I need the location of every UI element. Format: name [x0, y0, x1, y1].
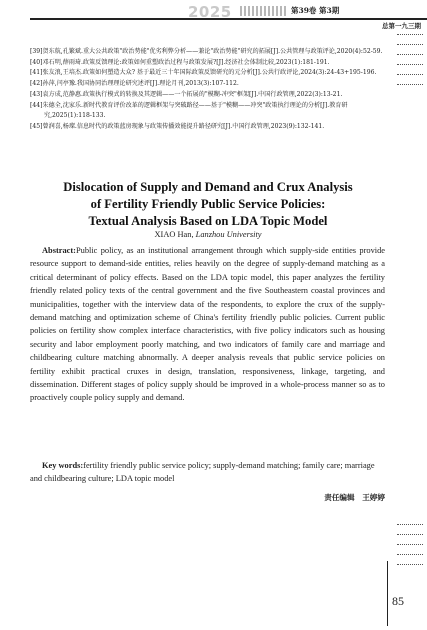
keywords [30, 459, 385, 486]
abstract-label: Abstract: [42, 246, 76, 255]
keywords-label: Key words: [42, 461, 84, 470]
reference-item: [40]邓石明,薛雨琦.政策反馈理论:政策如何重塑政治过程与政策发展?[J].经济社会体制比较,2023(1):181-191. [30, 58, 330, 66]
header-issue: 第39卷 第3期 [291, 6, 340, 15]
paper-title-line-1: Dislocation of Supply and Demand and Crux Analysis [63, 180, 353, 194]
margin-dots-bottom [397, 524, 423, 574]
header-total-issue: 总第一九三期 [382, 22, 421, 30]
abstract-text: Public policy, as an institutional arrangement through which supply-side entities provide resource support to demand-side entities, relies heavily on the degree of supply-demand matching as a critical determinant of policy effects. Based on the LDA topic model, this paper analyzes the fertility friendly related policy texts of the central government and the five Southeastern coastal provinces and municipalities, together with the interview data of the respondents, to explore the crux of the supply-demand matching and optimization scheme of China's fertility friendly public policies. Current public policies on fertility show complex interface characteristics, with five policy indicators such as housing security and labor employment poorly matching, and two indicators of family care and marriage and childbearing culture matching abnormally. A deeper analysis reveals that public service policies on fertility exhibit practical cruxes in design, translation, responsiveness, linkage, targeting, and dissemination. Different stages of policy supply should be improved in a whole-process manner so as to proactively couple policy supply and demand. [30, 246, 385, 403]
keywords-text: fertility friendly public service policy; supply-demand matching; family care; marriage and childbearing culture; LDA topic model [30, 461, 375, 484]
reference-item: [43]袁方成,范静惠.政策执行模式的转换及其逻辑——一个拓展的"模糊-冲突"框架[J].中国行政管理,2022(3):13-21. [30, 90, 343, 98]
author-affiliation: Lanzhou University [195, 230, 262, 239]
abstract [30, 244, 385, 405]
margin-dots-top [397, 34, 423, 94]
header-year: 2025 [188, 3, 232, 21]
page-number-rule [387, 561, 388, 626]
page-number: 85 [392, 594, 404, 608]
reference-item: [39]贺东航,孔繁斌.重大公共政策"政治势能"优劣利弊分析——兼论"政治势能"研究的拓展[J].公共管理与政策评论,2020(4):52-59. [30, 48, 383, 55]
paper-title-line-3: Textual Analysis Based on LDA Topic Model [88, 214, 328, 228]
author-name: XIAO Han, [154, 230, 194, 239]
header-rule [30, 18, 427, 20]
paper-title-line-2: of Fertility Friendly Public Service Policies: [90, 197, 326, 211]
author-line [30, 230, 386, 239]
reference-item: [44]朱德全,沈家乐.新时代教育评价改革的逻辑框架与突破路径——基于"模糊——冲突"政策执行理论的分析[J].教育研究,2025(1):118-133. [30, 101, 348, 120]
reference-item: [45]曾润喜,杨璨.信息时代的政策蓝房现象与政策传播效能提升路径研究[J].中国行政管理,2023(9):132-141. [30, 122, 325, 130]
responsible-editor: 责任编辑 王婷婷 [324, 493, 385, 502]
reference-item: [42]孙萍,闫亭豫.我国协同治理理论研究述评[J].理论月刊,2013(3):107-112. [30, 80, 239, 88]
header-stripe-decoration [240, 6, 288, 16]
reference-list [30, 47, 385, 133]
reference-item: [41]张友浪,王培杰.政策如何塑造大众? 基于最近三十年国际政策反馈研究的元分析[J].公共行政评论,2024(3):24-43+195-196. [30, 69, 377, 77]
